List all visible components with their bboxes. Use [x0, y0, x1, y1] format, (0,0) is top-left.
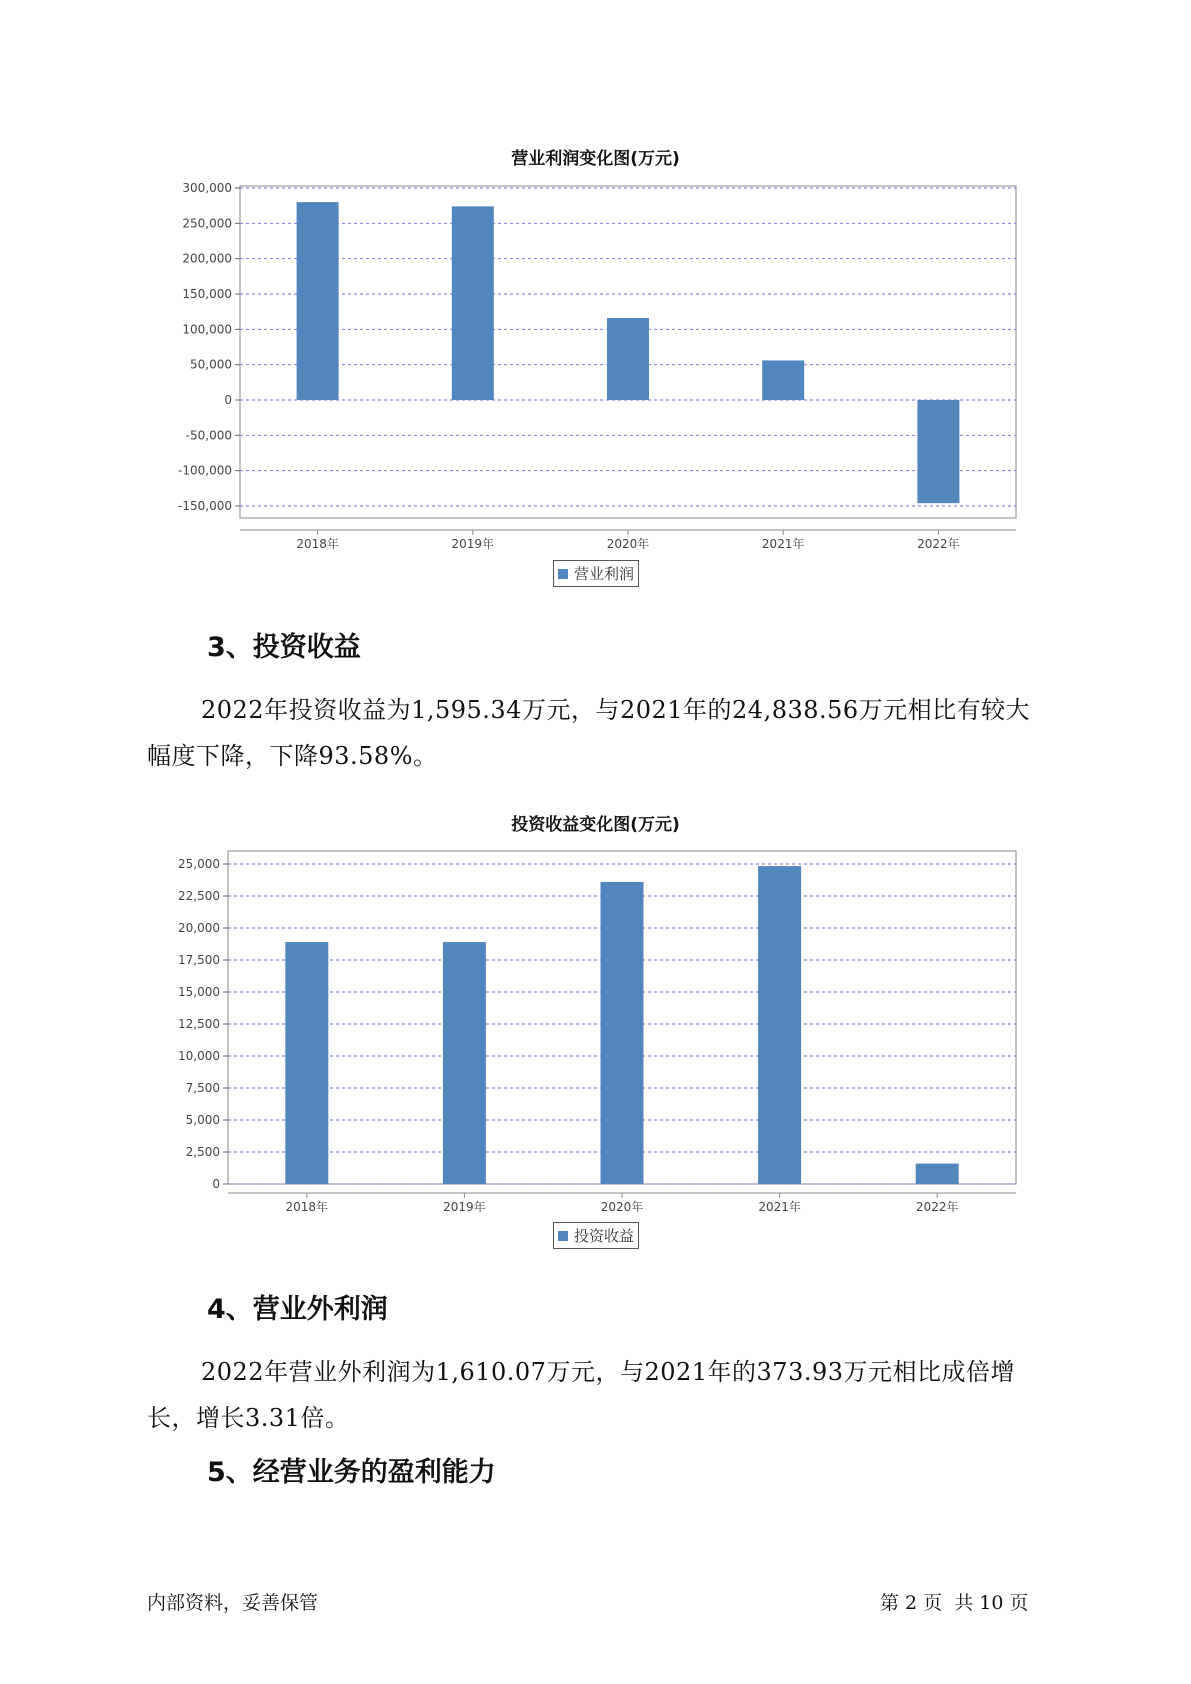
- y-tick-label: 200,000: [182, 251, 232, 266]
- y-tick-label: 15,000: [178, 985, 220, 999]
- footer-page-number: 第 2 页: [880, 1592, 943, 1614]
- x-tick-label: 2022年: [917, 537, 960, 551]
- y-tick-label: 2,500: [185, 1145, 220, 1159]
- y-tick-label: 10,000: [178, 1049, 220, 1063]
- footer-page-total: 共 10 页: [954, 1592, 1029, 1614]
- y-tick-label: 150,000: [182, 287, 232, 301]
- x-tick-label: 2019年: [443, 1200, 486, 1214]
- y-tick-label: 25,000: [178, 857, 220, 871]
- y-tick-label: 0: [212, 1177, 220, 1191]
- y-tick-label: 250,000: [182, 216, 232, 231]
- paragraph-non-operating-profit: 2022年营业外利润为1,610.07万元，与2021年的373.93万元相比成倍增长，增长3.31倍。: [147, 1358, 1016, 1432]
- y-tick-label: 20,000: [178, 921, 220, 935]
- y-tick-label: 22,500: [178, 889, 220, 903]
- bar-2021年: [758, 866, 801, 1184]
- x-tick-label: 2021年: [761, 537, 805, 551]
- legend-investment-income: [553, 1222, 639, 1249]
- y-tick-label: 50,000: [190, 357, 232, 372]
- y-tick-label: 0: [224, 393, 232, 407]
- y-tick-label: 5,000: [185, 1113, 220, 1127]
- section-heading-operating-profitability: 5、经营业务的盈利能力: [207, 1457, 496, 1488]
- legend-label: 投资收益: [574, 1227, 635, 1245]
- x-tick-label: 2018年: [296, 537, 339, 551]
- footer-page-info: [880, 1588, 1034, 1615]
- legend-label: 营业利润: [574, 565, 635, 583]
- section-heading-investment-income: 3、投资收益: [207, 632, 361, 663]
- paragraph-investment-income: 2022年投资收益为1,595.34万元，与2021年的24,838.56万元相比有较大幅度下降，下降93.58%。: [147, 696, 1031, 770]
- y-tick-label: -50,000: [185, 428, 232, 443]
- bar-2020年: [601, 882, 644, 1184]
- y-tick-label: 17,500: [178, 953, 220, 967]
- x-tick-label: 2020年: [606, 537, 650, 551]
- y-tick-label: 300,000: [182, 181, 232, 195]
- x-tick-label: 2020年: [600, 1200, 644, 1214]
- chart-title-operating-profit: 营业利润变化图(万元): [511, 149, 680, 169]
- section-heading-non-operating-profit: 4、营业外利润: [207, 1294, 388, 1325]
- x-tick-label: 2021年: [758, 1200, 801, 1214]
- legend-swatch-icon: [558, 1231, 568, 1241]
- x-tick-label: 2018年: [285, 1200, 329, 1214]
- footer-confidential-note: 内部资料，妥善保管: [147, 1592, 319, 1614]
- x-tick-label: 2022年: [915, 1200, 959, 1214]
- y-tick-label: -150,000: [178, 499, 232, 513]
- x-tick-label: 2019年: [451, 537, 495, 551]
- chart-title-investment-income: 投资收益变化图(万元): [511, 815, 680, 835]
- bar-2022年: [916, 1164, 959, 1184]
- y-tick-label: 12,500: [178, 1017, 220, 1031]
- y-tick-label: -100,000: [178, 463, 232, 478]
- bar-2018年: [285, 942, 328, 1184]
- y-tick-label: 7,500: [185, 1081, 220, 1095]
- bar-2019年: [443, 942, 486, 1184]
- y-tick-label: 100,000: [182, 322, 232, 337]
